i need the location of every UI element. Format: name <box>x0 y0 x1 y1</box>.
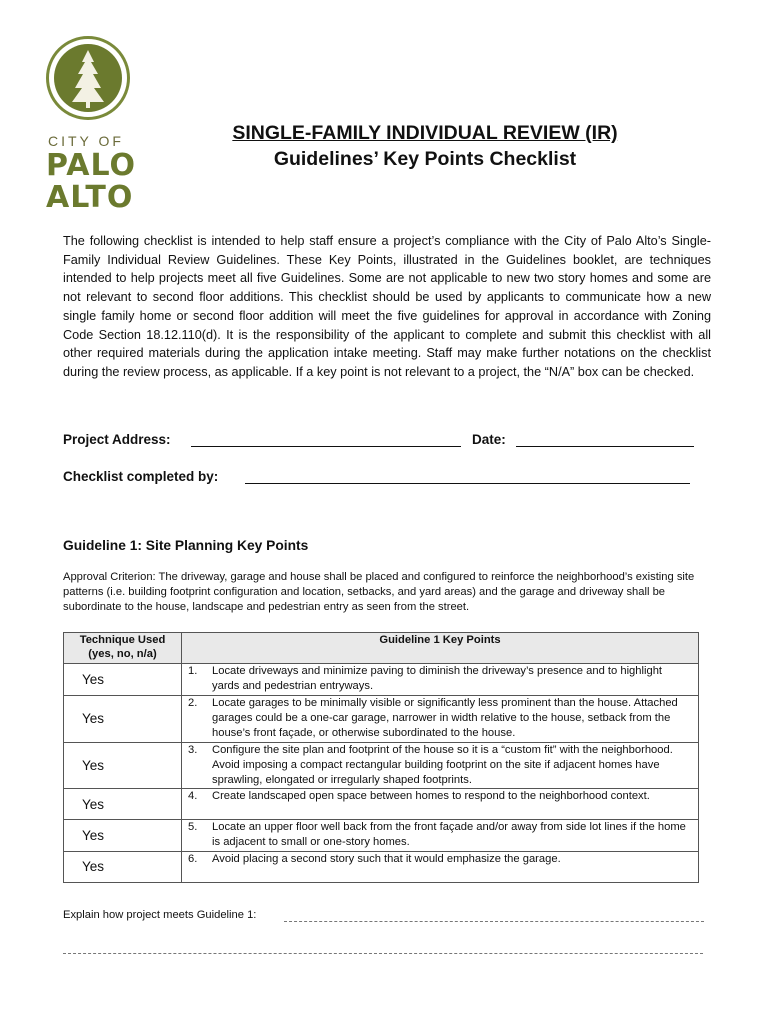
title-line-1: SINGLE-FAMILY INDIVIDUAL REVIEW (IR) <box>232 122 618 144</box>
technique-answer-field[interactable]: Yes <box>64 696 182 743</box>
project-address-label: Project Address: <box>63 432 171 447</box>
key-point-number: 4. <box>188 790 198 803</box>
key-point-number: 2. <box>188 697 198 709</box>
date-label: Date: <box>472 432 506 447</box>
project-address-field[interactable] <box>191 432 461 447</box>
table-header-row <box>64 633 699 664</box>
key-point-text: Locate garages to be minimally visible or significantly less prominent than the house. Attached garages could be a one-car garage, narrower in width relative to the house, setback from the house’s front façade, or otherwise subordinated to the house. <box>212 697 678 740</box>
key-point-text: Locate an upper floor well back from the front façade and/or away from side lot lines if the home is adjacent to small or one-story homes. <box>212 821 686 849</box>
technique-answer-field[interactable]: Yes <box>64 851 182 882</box>
logo-palo: PALO <box>46 148 137 183</box>
completed-by-label: Checklist completed by: <box>63 469 219 484</box>
key-point-cell <box>182 789 699 820</box>
key-point-number: 3. <box>188 743 198 756</box>
approval-criterion: Approval Criterion: The driveway, garage and house shall be placed and configured to reinforce the neighborhood’s existing site patterns (i.e. building footprint configuration and location, setbacks, and yard areas) and the garage and driveway shall be subordinate to the house, landscape and pedestrian entry as seen from the street. <box>63 571 695 614</box>
technique-answer-field[interactable]: Yes <box>64 742 182 789</box>
completed-by-field[interactable] <box>245 469 690 484</box>
logo-alto: ALTO <box>46 180 134 215</box>
explain-field-continued[interactable] <box>63 953 703 954</box>
tree-icon <box>46 36 130 120</box>
project-address-row <box>63 432 171 447</box>
date-row <box>472 432 506 447</box>
key-point-text: Create landscaped open space between homes to respond to the neighborhood context. <box>212 790 650 803</box>
key-point-cell <box>182 664 699 696</box>
key-point-cell <box>182 696 699 743</box>
key-point-number: 6. <box>188 852 198 865</box>
key-point-cell <box>182 742 699 789</box>
table-row <box>64 742 699 789</box>
completed-by-row <box>63 469 218 484</box>
table-row <box>64 820 699 851</box>
key-point-number: 5. <box>188 821 198 834</box>
key-point-cell <box>182 851 699 882</box>
explain-field[interactable] <box>284 921 704 922</box>
technique-column-header <box>64 633 182 664</box>
technique-answer-field[interactable]: Yes <box>64 789 182 820</box>
explain-label: Explain how project meets Guideline 1: <box>63 909 257 921</box>
title-line-2: Guidelines’ Key Points Checklist <box>273 148 577 170</box>
logo-city-of: CITY OF <box>48 133 124 149</box>
technique-header-line-1: Technique Used <box>79 634 166 646</box>
key-point-text: Avoid placing a second story such that it would emphasize the garage. <box>212 852 561 865</box>
key-point-cell <box>182 820 699 851</box>
guideline-1-heading: Guideline 1: Site Planning Key Points <box>63 538 309 553</box>
table-row <box>64 664 699 696</box>
city-logo <box>38 32 148 215</box>
key-point-number: 1. <box>188 665 198 677</box>
document-title <box>150 120 700 173</box>
date-field[interactable] <box>516 432 694 447</box>
technique-header-line-2: (yes, no, n/a) <box>88 648 157 660</box>
table-row <box>64 696 699 743</box>
intro-paragraph: The following checklist is intended to help staff ensure a project’s compliance with the City of Palo Alto’s Single-Family Individual Review Guidelines. These Key Points, illustrated in the Guidelines booklet, are techniques intended to help projects meet all five Guidelines. Some are not applicable to new two story homes and some are not relevant to second floor additions. This checklist should be used by applicants to communicate how a new single family home or second floor addition will meet the five guidelines for approval in accordance with Zoning Code Section 18.12.110(d). It is the responsibility of the applicant to complete and submit this checklist with all other required materials during the application intake meeting. Staff may make further notations on the checklist during the review process, as applicable. If a key point is not relevant to a project, the “N/A” box can be checked. <box>63 234 711 379</box>
key-points-table <box>63 632 699 883</box>
key-point-text: Locate driveways and minimize paving to diminish the driveway’s presence and to highlight yards and pedestrian entryways. <box>212 665 663 693</box>
key-points-column-header: Guideline 1 Key Points <box>182 633 699 664</box>
table-row <box>64 789 699 820</box>
key-point-text: Configure the site plan and footprint of the house so it is a “custom fit” with the neighborhood. Avoid imposing a compact rectangular building footprint on the site if adjacent homes have sprawling, elongated or irregularly shaped footprints. <box>212 743 673 787</box>
table-row <box>64 851 699 882</box>
technique-answer-field[interactable]: Yes <box>64 820 182 851</box>
technique-answer-field[interactable]: Yes <box>64 664 182 696</box>
